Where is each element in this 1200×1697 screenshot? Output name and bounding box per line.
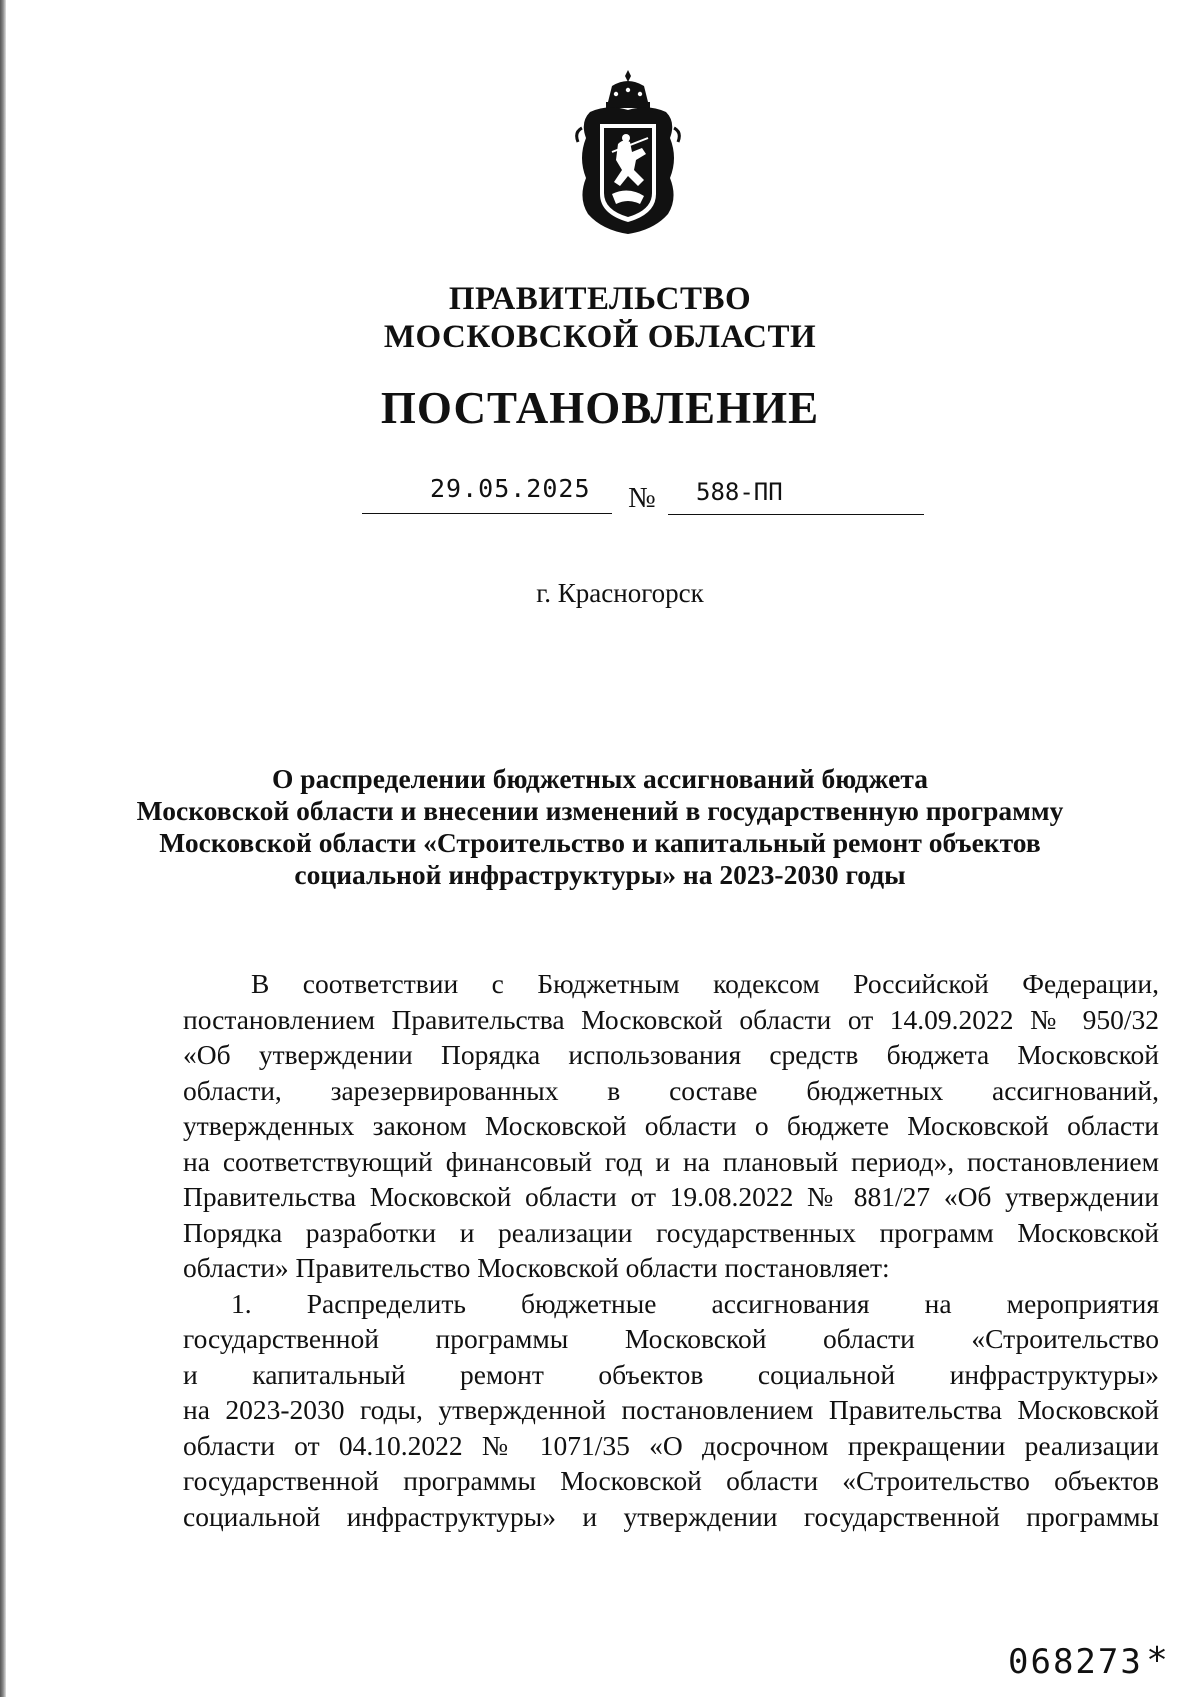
body-line: В соответствии с Бюджетным кодексом Российской Федерации,: [251, 968, 1159, 999]
body-line: области, зарезервированных в составе бюджетных ассигнований,: [183, 1074, 1159, 1106]
document-subject: [0, 763, 1200, 891]
body-line: социальной инфраструктуры» и утверждении государственной программы: [183, 1500, 1159, 1532]
document-date: 29.05.2025: [430, 474, 591, 503]
body-line: области от 04.10.2022 № 1071/35 «О досрочном прекращении реализации: [183, 1429, 1159, 1461]
subject-line: О распределении бюджетных ассигнований бюджета: [272, 763, 928, 794]
document-type: ПОСТАНОВЛЕНИЕ: [380, 383, 820, 433]
body-line: «Об утверждении Порядка использования средств бюджета Московской: [183, 1039, 1159, 1070]
subject-line: Московской области и внесении изменений в государственную программу: [136, 795, 1064, 826]
subject-line: социальной инфраструктуры» на 2023-2030 годы: [294, 859, 906, 890]
number-sign: №: [628, 482, 656, 514]
document-serial-code: 068273: [1008, 1642, 1143, 1682]
body-line: государственной программы Московской области «Строительство: [183, 1323, 1159, 1354]
subject-line: Московской области «Строительство и капитальный ремонт объектов: [159, 827, 1041, 858]
body-line: на соответствующий финансовый год и на плановый период», постановлением: [183, 1145, 1159, 1177]
body-line: утвержденных законом Московской области о бюджете Московской области: [183, 1110, 1159, 1141]
coat-of-arms-icon: [572, 68, 684, 238]
body-line: на 2023-2030 годы, утвержденной постановлением Правительства Московской: [183, 1394, 1159, 1425]
body-line: 1. Распределить бюджетные ассигнования на мероприятия: [231, 1287, 1159, 1319]
body-line: Порядка разработки и реализации государственных программ Московской: [183, 1216, 1159, 1248]
body-line: и капитальный ремонт объектов социальной инфраструктуры»: [183, 1358, 1159, 1390]
city: г. Красногорск: [536, 578, 704, 608]
serial-star-icon: *: [1148, 1640, 1166, 1681]
body-line: Правительства Московской области от 19.08.2022 № 881/27 «Об утверждении: [183, 1181, 1159, 1212]
body-line: государственной программы Московской области «Строительство объектов: [183, 1465, 1159, 1496]
body-line: постановлением Правительства Московской области от 14.09.2022 № 950/32: [183, 1003, 1159, 1035]
document-number: 588-ПП: [696, 478, 783, 506]
body-line: области» Правительство Московской области постановляет:: [183, 1252, 890, 1283]
document-body: [183, 966, 1159, 1534]
government-title: [0, 280, 1200, 356]
government-title-line2: МОСКОВСКОЙ ОБЛАСТИ: [383, 319, 817, 355]
government-title-line1: ПРАВИТЕЛЬСТВО: [448, 281, 752, 317]
